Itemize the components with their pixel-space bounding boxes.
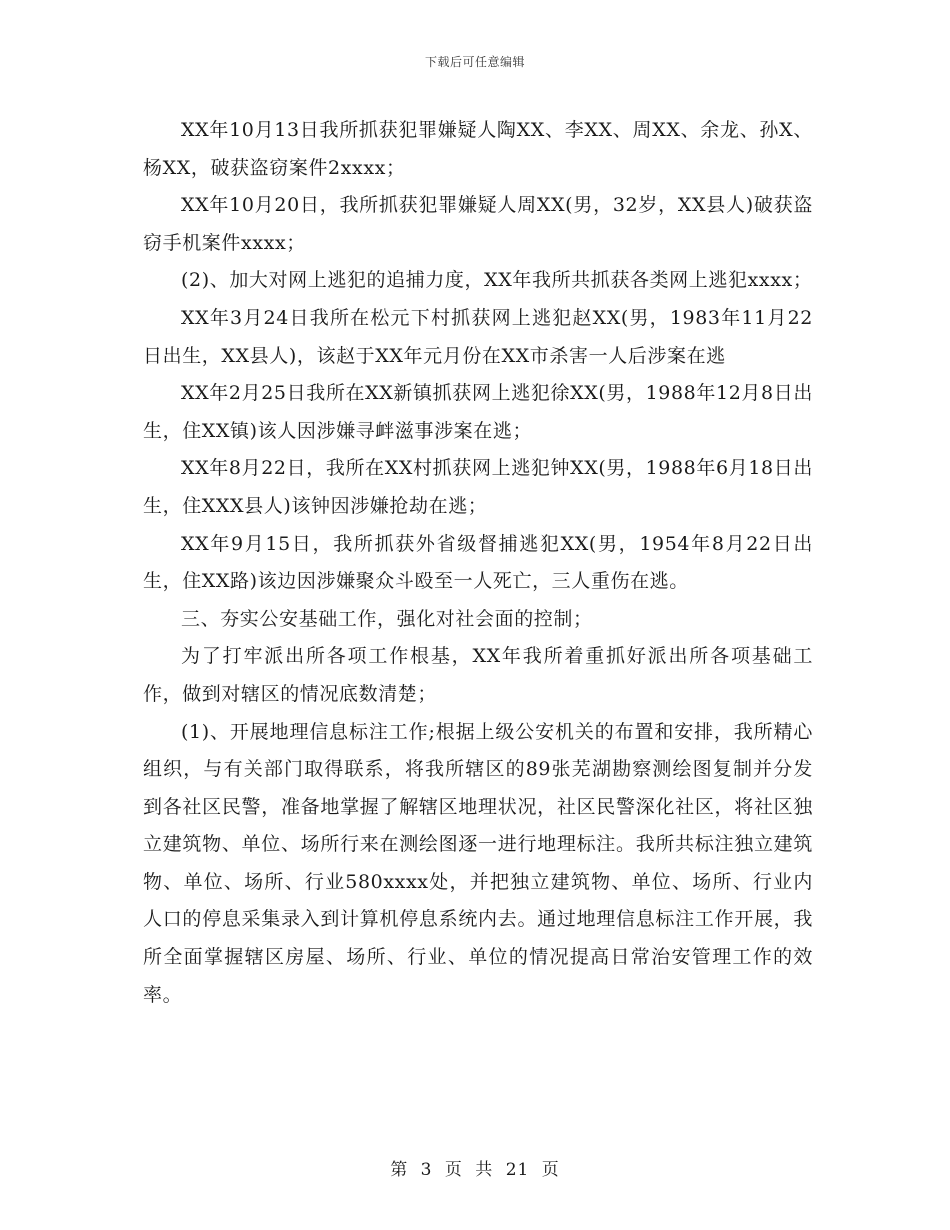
page-header: 下载后可任意编辑	[424, 55, 525, 69]
section-heading: 三、夯实公安基础工作，强化对社会面的控制；	[181, 607, 593, 630]
paragraph: (2)、加大对网上逃犯的追捕力度，XX年我所共抓获各类网上逃犯xxxx；	[181, 269, 813, 292]
document-body	[143, 112, 813, 1014]
paragraph: XX年8月22日，我所在XX村抓获网上逃犯钟XX(男，1988年6月18日出生，住XXX县人)该钟因涉嫌抢劫在逃；	[143, 457, 813, 517]
paragraph: XX年9月15日，我所抓获外省级督捕逃犯XX(男，1954年8月22日出生，住XX路)该边因涉嫌聚众斗殴至一人死亡，三人重伤在逃。	[143, 532, 813, 593]
paragraph: XX年2月25日我所在XX新镇抓获网上逃犯徐XX(男，1988年12月8日出生，住XX镇)该人因涉嫌寻衅滋事涉案在逃；	[143, 382, 813, 442]
paragraph: 为了打牢派出所各项工作根基，XX年我所着重抓好派出所各项基础工作，做到对辖区的情况底数清楚；	[143, 645, 813, 705]
paragraph: (1)、开展地理信息标注工作;根据上级公安机关的布置和安排，我所精心组织，与有关部门取得联系，将我所辖区的89张芜湖勘察测绘图复制并分发到各社区民警，准备地掌握了解辖区地理状况，社区民警深化社区，将社区独立建筑物、单位、场所行来在测绘图逐一进行地理标注。我所共标注独立建筑物、单位、场所、行业580xxxx处，并把独立建筑物、单位、场所、行业内人口的停息采集录入到计算机停息系统内去。通过地理信息标注工作开展，我所全面掌握辖区房屋、场所、行业、单位的情况提高日常治安管理工作的效率。	[143, 720, 813, 1006]
paragraph: XX年10月20日，我所抓获犯罪嫌疑人周XX(男，32岁，XX县人)破获盗窃手机案件xxxx；	[143, 194, 813, 254]
page-number-footer: 第 3 页 共 21 页	[390, 1160, 560, 1180]
paragraph: XX年10月13日我所抓获犯罪嫌疑人陶XX、李XX、周XX、余龙、孙X、杨XX，破获盗窃案件2xxxx；	[143, 119, 813, 179]
paragraph: XX年3月24日我所在松元下村抓获网上逃犯赵XX(男，1983年11月22日出生，XX县人)，该赵于XX年元月份在XX市杀害一人后涉案在逃	[143, 306, 813, 367]
